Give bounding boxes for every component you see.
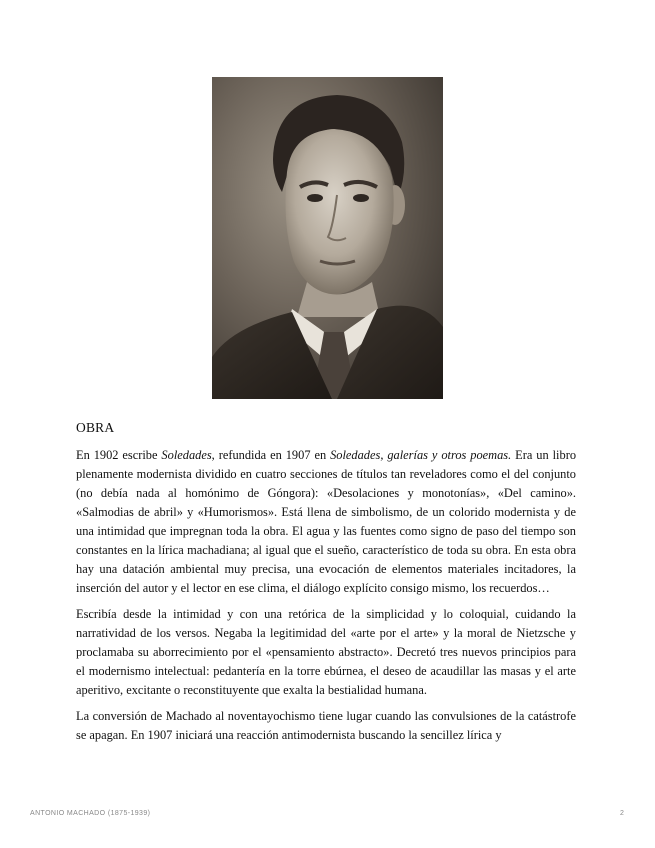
paragraph-1-title-soledades: Soledades — [161, 448, 212, 462]
paragraph-1-title-galerias: Soledades, galerías y otros poemas. — [330, 448, 512, 462]
body-text — [76, 446, 576, 752]
paragraph-1 — [76, 446, 576, 598]
paragraph-2: Escribía desde la intimidad y con una retórica de la simplicidad y lo coloquial, cuidando la narratividad de los versos. Negaba la legitimidad del «arte por el arte» y la moral de Nietzsche y proclamaba su aborrecimiento por el «pensamiento abstracto». Decretó tres nuevos principios para el modernismo intelectual: pedantería en la torre ebúrnea, el deseo de acaudillar las masas y el arte aperitivo, excitante o reconstituyente que exalta la bestialidad humana. — [76, 607, 576, 697]
paragraph-1-part-c: , refundida en 1907 en — [211, 448, 331, 462]
page-number: 2 — [620, 810, 624, 817]
paragraph-1-part-a: En 1902 escribe — [76, 448, 162, 462]
footer-running-title: ANTONIO MACHADO (1875-1939) — [30, 810, 151, 817]
paragraph-3: La conversión de Machado al noventayochismo tiene lugar cuando las convulsiones de la catástrofe se apagan. En 1907 iniciará una reacción antimodernista buscando la sencillez lírica y — [76, 709, 576, 742]
paragraph-1-part-e: Era un libro plenamente modernista dividido en cuatro secciones de títulos tan reveladores como el del conjunto (no debía nada al homónimo de Góngora): «Desolaciones y monotonías», «Del camino». «Salmodias de abril» y «Humorismos». Está llena de simbolismo, de un colorido modernista y de una intimidad que impregnan toda la obra. El agua y las fuentes como signo de paso del tiempo son constantes en la lírica machadiana; al igual que el sueño, característico de toda su obra. En esta obra hay una datación ambiental muy precisa, una evocación de elementos materiales incitadores, la inserción del autor y el lector en ese clima, el diálogo explícito consigo mismo, los recuerdos… — [76, 448, 577, 595]
section-heading: OBRA — [76, 420, 115, 435]
portrait-photo — [212, 77, 443, 399]
